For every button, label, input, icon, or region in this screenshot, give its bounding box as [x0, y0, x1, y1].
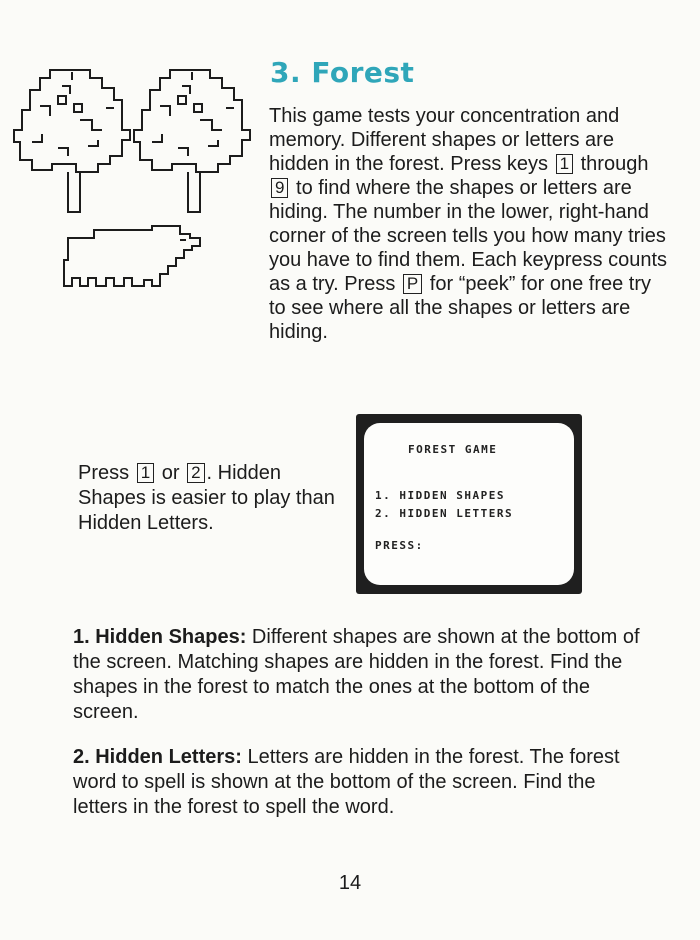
mode-hidden-letters [73, 745, 643, 820]
press-note [78, 461, 338, 536]
mode-hidden-shapes [73, 625, 643, 725]
key-1: 1 [556, 154, 573, 174]
mode-heading: 1. Hidden Shapes: [73, 626, 247, 648]
tree-crown-right [134, 70, 250, 172]
mode-heading: 2. Hidden Letters: [73, 746, 242, 768]
press-note-text: . Hidden Shapes is easier to play than Hidden Letters. [78, 462, 335, 534]
screen-option-hidden-shapes: 1. HIDDEN SHAPES [375, 489, 505, 502]
screen-title: FOREST GAME [408, 443, 498, 456]
intro-text: to find where the shapes or letters are hiding. The number in the lower, right-hand corner of the screen tells you how many tries you have to find them. Each keypress counts as a try. Press [269, 177, 667, 295]
bear-outline [64, 226, 200, 286]
key-p: P [403, 274, 422, 294]
key-1: 1 [137, 463, 154, 483]
press-note-text: Press [78, 462, 135, 484]
intro-paragraph [269, 104, 669, 344]
key-9: 9 [271, 178, 288, 198]
tree-trunk-left [68, 172, 80, 212]
screen-option-hidden-letters: 2. HIDDEN LETTERS [375, 507, 514, 520]
intro-text: through [575, 153, 649, 175]
intro-text: This game tests your concentration and memory. Different shapes or letters are hidden in the forest. Press keys [269, 105, 620, 175]
intro-text: for “peek” for one free try to see where all the shapes or letters are hiding. [269, 273, 651, 343]
tree-trunk-right [188, 172, 200, 212]
forest-illustration [10, 60, 260, 300]
screen-prompt: PRESS: [375, 539, 424, 552]
key-2: 2 [187, 463, 204, 483]
section-title: 3. Forest [270, 56, 415, 89]
mode-description: Different shapes are shown at the bottom of the screen. Matching shapes are hidden in the forest. Find the shapes in the forest to match the ones at the bottom of the screen. [73, 626, 640, 723]
tv-screen [364, 423, 574, 585]
mode-description: Letters are hidden in the forest. The forest word to spell is shown at the bottom of the screen. Find the letters in the forest to spell the word. [73, 746, 620, 818]
page-number: 14 [338, 872, 362, 894]
tree-crown-left [14, 70, 130, 172]
tv-screen-frame [356, 414, 582, 594]
press-note-text: or [156, 462, 186, 484]
